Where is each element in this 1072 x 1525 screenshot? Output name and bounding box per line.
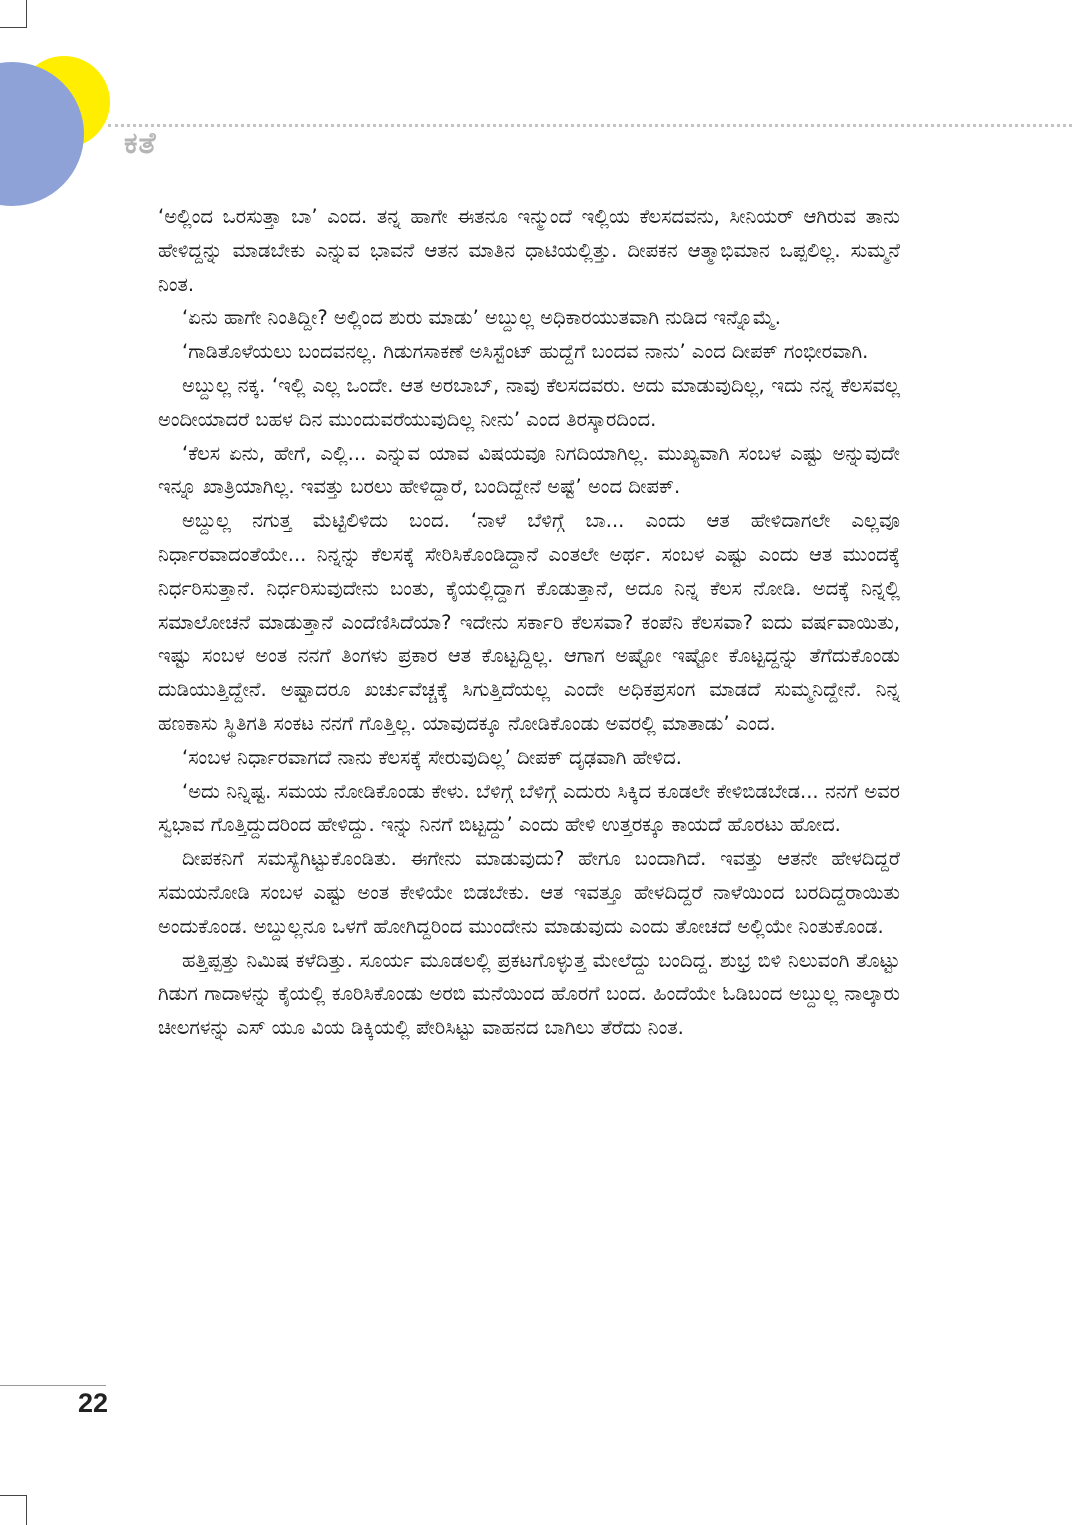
crop-mark-top-left-vertical [26,0,27,28]
paragraph-10: ಹತ್ತಿಪ್ಪತ್ತು ನಿಮಿಷ ಕಳೆದಿತ್ತು. ಸೂರ್ಯ ಮೂಡಲಲ್ಲಿ ಪ್ರಕಟಗೊಳ್ಳುತ್ತ ಮೇಲೆದ್ದು ಬಂದಿದ್ದ. ಶುಭ್ರ ಬಿಳಿ ನಿಲುವಂಗಿ ತೊಟ್ಟು ಗಿಡುಗ ಗಾದಾಳನ್ನು ಕೈಯಲ್ಲಿ ಕೂರಿಸಿಕೊಂಡು ಅರಬಿ ಮನೆಯಿಂದ ಹೊರಗೆ ಬಂದ. ಹಿಂದೆಯೇ ಓಡಿಬಂದ ಅಬ್ದುಲ್ಲ ನಾಲ್ಕಾರು ಚೀಲಗಳನ್ನು ಎಸ್ ಯೂ ವಿಯ ಡಿಕ್ಕಿಯಲ್ಲಿ ಪೇರಿಸಿಟ್ಟು ವಾಹನದ ಬಾಗಿಲು ತೆರೆದು ನಿಂತ. [158,948,900,1040]
paragraph-6: ಅಬ್ದುಲ್ಲ ನಗುತ್ತ ಮೆಟ್ಟಿಲಿಳಿದು ಬಂದ. ‘ನಾಳೆ ಬೆಳಿಗ್ಗೆ ಬಾ... ಎಂದು ಆತ ಹೇಳಿದಾಗಲೇ ಎಲ್ಲವೂ ನಿರ್ಧಾರವಾದಂತೆಯೇ... ನಿನ್ನನ್ನು ಕೆಲಸಕ್ಕೆ ಸೇರಿಸಿಕೊಂಡಿದ್ದಾನೆ ಎಂತಲೇ ಅರ್ಥ. ಸಂಬಳ ಎಷ್ಟು ಎಂದು ಆತ ಮುಂದಕ್ಕೆ ನಿರ್ಧರಿಸುತ್ತಾನೆ. ನಿರ್ಧರಿಸುವುದೇನು ಬಂತು, ಕೈಯಲ್ಲಿದ್ದಾಗ ಕೊಡುತ್ತಾನೆ, ಅದೂ ನಿನ್ನ ಕೆಲಸ ನೋಡಿ. ಅದಕ್ಕೆ ನಿನ್ನಲ್ಲಿ ಸಮಾಲೋಚನೆ ಮಾಡುತ್ತಾನೆ ಎಂದೆಣಿಸಿದೆಯಾ? ಇದೇನು ಸರ್ಕಾರಿ ಕೆಲಸವಾ? ಕಂಪೆನಿ ಕೆಲಸವಾ? ಐದು ವರ್ಷವಾಯಿತು, ಇಷ್ಟು ಸಂಬಳ ಅಂತ ನನಗೆ ತಿಂಗಳು ಪ್ರಕಾರ ಆತ ಕೊಟ್ಟದ್ದಿಲ್ಲ. ಆಗಾಗ ಅಷ್ಟೋ ಇಷ್ಟೋ ಕೊಟ್ಟದ್ದನ್ನು ತೆಗೆದುಕೊಂಡು ದುಡಿಯುತ್ತಿದ್ದೇನೆ. ಅಷ್ಟಾದರೂ ಖರ್ಚುವೆಚ್ಚಕ್ಕೆ ಸಿಗುತ್ತಿದೆಯಲ್ಲ ಎಂದೇ ಅಧಿಕಪ್ರಸಂಗ ಮಾಡದೆ ಸುಮ್ಮನಿದ್ದೇನೆ. ನಿನ್ನ ಹಣಕಾಸು ಸ್ಥಿತಿಗತಿ ಸಂಕಟ ನನಗೆ ಗೊತ್ತಿಲ್ಲ. ಯಾವುದಕ್ಕೂ ನೋಡಿಕೊಂಡು ಅವರಲ್ಲಿ ಮಾತಾಡು’ ಎಂದ. [158,509,900,735]
paragraph-2: ‘ಏನು ಹಾಗೇ ನಿಂತಿದ್ದೀ? ಅಲ್ಲಿಂದ ಶುರು ಮಾಡು’ ಅಬ್ದುಲ್ಲ ಅಧಿಕಾರಯುತವಾಗಿ ನುಡಿದ ಇನ್ನೊಮ್ಮೆ. [182,306,781,330]
header-dotted-rule [108,124,1072,127]
paragraph-9: ದೀಪಕನಿಗೆ ಸಮಸ್ಯೆಗಿಟ್ಟುಕೊಂಡಿತು. ಈಗೇನು ಮಾಡುವುದು? ಹೇಗೂ ಬಂದಾಗಿದೆ. ಇವತ್ತು ಆತನೇ ಹೇಳದಿದ್ದರೆ ಸಮಯನೋಡಿ ಸಂಬಳ ಎಷ್ಟು ಅಂತ ಕೇಳಿಯೇ ಬಿಡಬೇಕು. ಆತ ಇವತ್ತೂ ಹೇಳದಿದ್ದರೆ ನಾಳೆಯಿಂದ ಬರದಿದ್ದರಾಯಿತು ಅಂದುಕೊಂಡ. ಅಬ್ದುಲ್ಲನೂ ಒಳಗೆ ಹೋಗಿದ್ದರಿಂದ ಮುಂದೇನು ಮಾಡುವುದು ಎಂದು ತೋಚದೆ ಅಲ್ಲಿಯೇ ನಿಂತುಕೊಂಡ. [158,847,900,938]
crop-mark-top-left-horizontal [0,27,27,28]
paragraph-4: ಅಬ್ದುಲ್ಲ ನಕ್ಕ. ‘ಇಲ್ಲಿ ಎಲ್ಲ ಒಂದೇ. ಆತ ಅರಬಾಬ್, ನಾವು ಕೆಲಸದವರು. ಅದು ಮಾಡುವುದಿಲ್ಲ, ಇದು ನನ್ನ ಕೆಲಸವಲ್ಲ ಅಂದೀಯಾದರೆ ಬಹಳ ದಿನ ಮುಂದುವರೆಯುವುದಿಲ್ಲ ನೀನು’ ಎಂದ ತಿರಸ್ಕಾರದಿಂದ. [158,373,900,431]
crop-mark-bottom-left-horizontal [0,1495,27,1496]
page-number: 22 [78,1388,109,1418]
paragraph-3: ‘ಗಾಡಿತೊಳೆಯಲು ಬಂದವನಲ್ಲ. ಗಿಡುಗಸಾಕಣೆ ಅಸಿಸ್ಟೆಂಟ್ ಹುದ್ದೆಗೆ ಬಂದವ ನಾನು’ ಎಂದ ದೀಪಕ್ ಗಂಭೀರವಾಗಿ. [182,340,869,364]
story-body [158,200,900,1045]
paragraph-7: ‘ಸಂಬಳ ನಿರ್ಧಾರವಾಗದೆ ನಾನು ಕೆಲಸಕ್ಕೆ ಸೇರುವುದಿಲ್ಲ’ ದೀಪಕ್ ದೃಢವಾಗಿ ಹೇಳಿದ. [182,745,682,769]
paragraph-1: ‘ಅಲ್ಲಿಂದ ಒರಸುತ್ತಾ ಬಾ’ ಎಂದ. ತನ್ನ ಹಾಗೇ ಈತನೂ ಇನ್ಮುಂದೆ ಇಲ್ಲಿಯ ಕೆಲಸದವನು, ಸೀನಿಯರ್ ಆಗಿರುವ ತಾನು ಹೇಳಿದ್ದನ್ನು ಮಾಡಬೇಕು ಎನ್ನುವ ಭಾವನೆ ಆತನ ಮಾತಿನ ಧಾಟಿಯಲ್ಲಿತ್ತು. ದೀಪಕನ ಆತ್ಮಾಭಿಮಾನ ಒಪ್ಪಲಿಲ್ಲ. ಸುಮ್ಮನೆ ನಿಂತ. [158,205,900,296]
crop-mark-bottom-left-vertical [26,1495,27,1525]
section-title: ಕತೆ [124,126,157,161]
paragraph-5: ‘ಕೆಲಸ ಏನು, ಹೇಗೆ, ಎಲ್ಲಿ... ಎನ್ನುವ ಯಾವ ವಿಷಯವೂ ನಿಗದಿಯಾಗಿಲ್ಲ. ಮುಖ್ಯವಾಗಿ ಸಂಬಳ ಎಷ್ಟು ಅನ್ನುವುದೇ ಇನ್ನೂ ಖಾತ್ರಿಯಾಗಿಲ್ಲ. ಇವತ್ತು ಬರಲು ಹೇಳಿದ್ದಾರೆ, ಬಂದಿದ್ದೇನೆ ಅಷ್ಟೆ’ ಅಂದ ದೀಪಕ್. [158,441,900,499]
paragraph-8: ‘ಅದು ನಿನ್ನಿಷ್ಟ. ಸಮಯ ನೋಡಿಕೊಂಡು ಕೇಳು. ಬೆಳಿಗ್ಗೆ ಬೆಳಿಗ್ಗೆ ಎದುರು ಸಿಕ್ಕಿದ ಕೂಡಲೇ ಕೇಳಿಬಿಡಬೇಡ... ನನಗೆ ಅವರ ಸ್ವಭಾವ ಗೊತ್ತಿದ್ದುದರಿಂದ ಹೇಳಿದ್ದು. ಇನ್ನು ನಿನಗೆ ಬಿಟ್ಟದ್ದು’ ಎಂದು ಹೇಳಿ ಉತ್ತರಕ್ಕೂ ಕಾಯದೆ ಹೊರಟು ಹೋದ. [158,779,900,837]
footer-rule [0,1385,106,1386]
